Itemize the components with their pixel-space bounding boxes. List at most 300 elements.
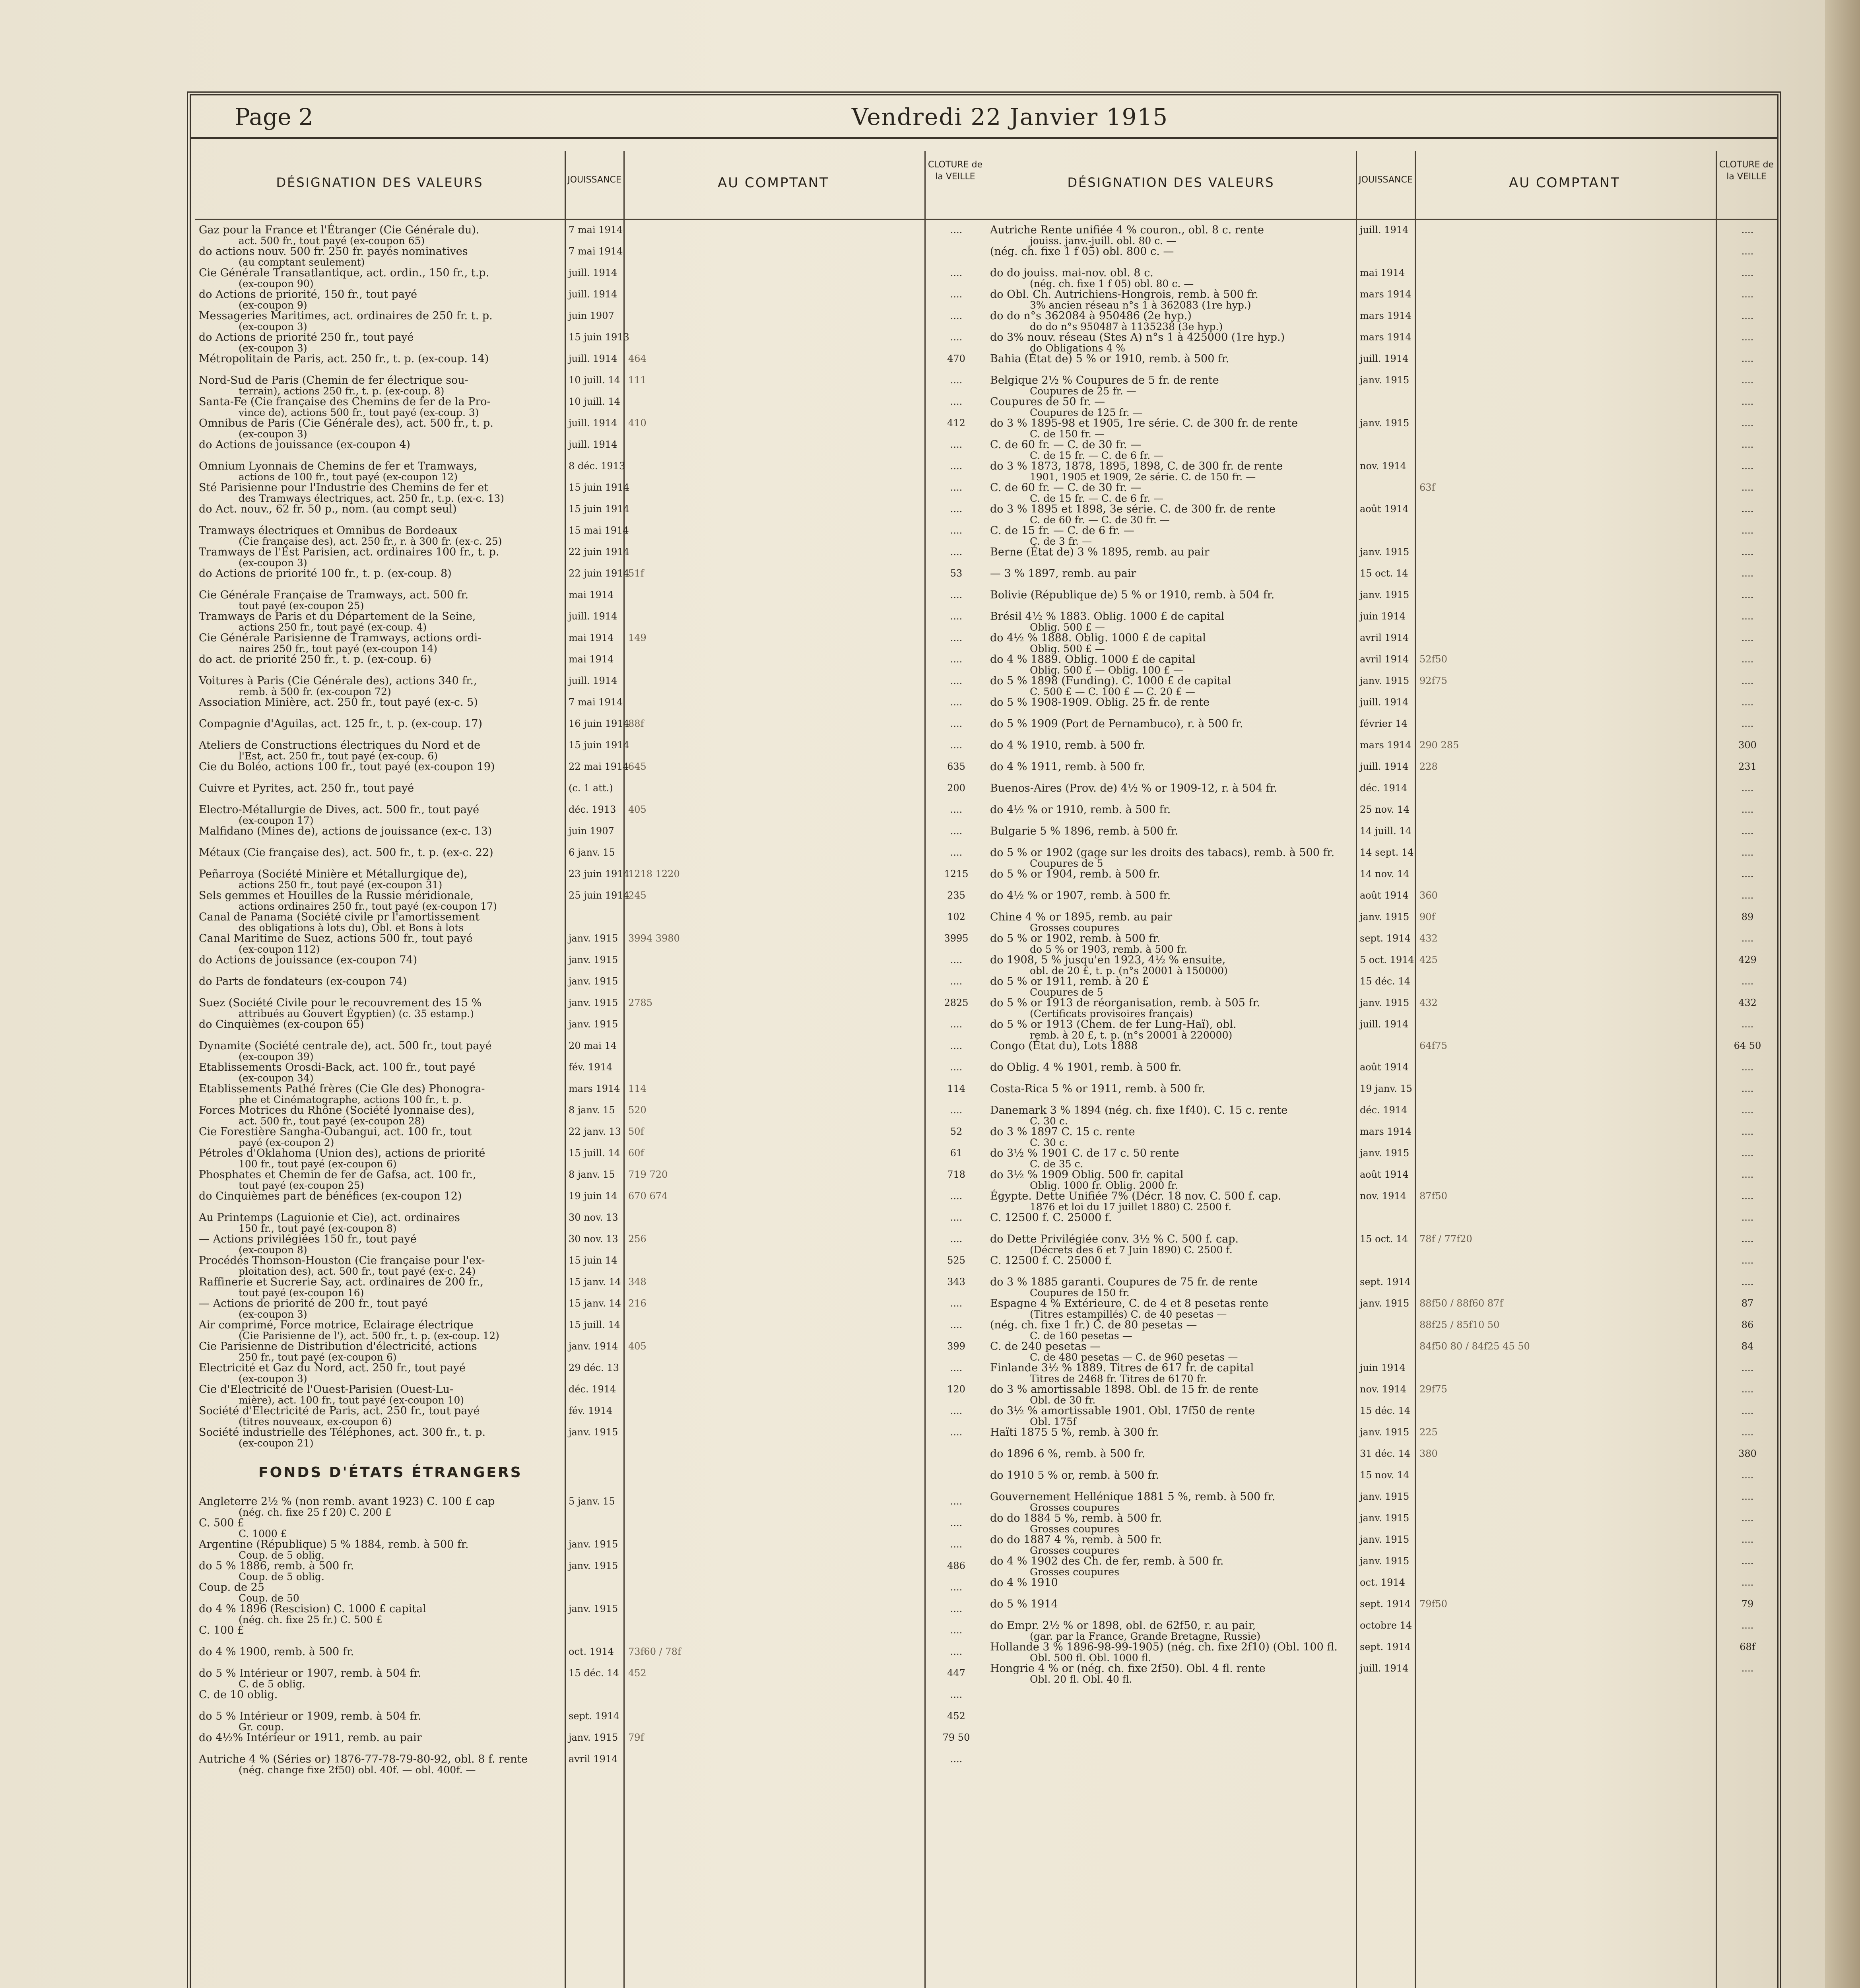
security-detail: 1876 et loi du 17 juillet 1880) C. 2500 f. xyxy=(1030,1201,1232,1213)
previous-close: .... xyxy=(950,546,963,557)
security-name: do 3 % 1895-98 et 1905, 1re série. C. de 300 fr. de rente xyxy=(990,417,1298,429)
previous-close: .... xyxy=(1741,976,1754,987)
security-name: do 5 % 1898 (Funding). C. 1000 £ de capital xyxy=(990,675,1231,687)
cash-price: 88f50 / 88f60 87f xyxy=(1419,1298,1503,1309)
table-row xyxy=(986,611,1777,633)
security-name: Electricité et Gaz du Nord, act. 250 fr., tout payé xyxy=(199,1362,466,1374)
jouissance-date: juill. 1914 xyxy=(569,289,617,300)
table-row xyxy=(195,976,986,998)
jouissance-date: janv. 1915 xyxy=(569,1427,618,1438)
header-designation: DÉSIGNATION DES VALEURS xyxy=(276,175,483,190)
table-row xyxy=(195,826,986,847)
security-name: do 3½ % 1901 C. de 17 c. 50 rente xyxy=(990,1147,1179,1159)
table-row xyxy=(986,1234,1777,1255)
security-name: Autriche Rente unifiée 4 % couron., obl. 8 c. rente xyxy=(990,224,1264,236)
previous-close: 64 50 xyxy=(1734,1040,1761,1051)
header-au-comptant: AU COMPTANT xyxy=(1509,175,1620,191)
jouissance-date: fév. 1914 xyxy=(569,1405,613,1416)
security-detail: obl. de 20 £, t. p. (n°s 20001 à 150000) xyxy=(1030,965,1228,977)
security-detail: (Cie française des), act. 250 fr., r. à 300 fr. (ex-c. 25) xyxy=(239,536,502,547)
previous-close: .... xyxy=(950,1319,963,1330)
previous-close: .... xyxy=(1741,1212,1754,1223)
table-row xyxy=(986,1169,1777,1191)
table-row xyxy=(195,1062,986,1083)
security-name: Cie Générale Française de Tramways, act. 500 fr. xyxy=(199,589,469,601)
security-detail: (ex-coupon 8) xyxy=(239,1244,307,1256)
security-detail: (nég. ch. fixe 25 fr.) C. 500 £ xyxy=(239,1614,382,1625)
table-row xyxy=(986,1191,1777,1212)
cash-price: 452 xyxy=(628,1668,647,1679)
previous-close: .... xyxy=(950,1190,963,1202)
table-row xyxy=(195,1298,986,1320)
security-detail: Coup. de 50 xyxy=(239,1592,299,1604)
jouissance-date: déc. 1913 xyxy=(569,804,616,815)
cash-price: 92f75 xyxy=(1419,675,1447,686)
table-row xyxy=(195,1754,986,1775)
jouissance-date: janv. 1915 xyxy=(1360,546,1410,557)
security-detail: do Obligations 4 % xyxy=(1030,342,1125,354)
security-detail: (ex-coupon 3) xyxy=(239,342,307,354)
security-name: Cie Parisienne de Distribution d'électricité, actions xyxy=(199,1340,477,1353)
table-row xyxy=(986,1470,1777,1491)
security-name: Berne (État de) 3 % 1895, remb. au pair xyxy=(990,546,1210,558)
security-detail: Oblig. 500 £ — xyxy=(1030,643,1105,654)
previous-close: .... xyxy=(950,1298,963,1309)
security-name: do 5 % or 1902, remb. à 500 fr. xyxy=(990,932,1160,945)
jouissance-date: janv. 1914 xyxy=(569,1341,618,1352)
security-name: C. de 10 oblig. xyxy=(199,1689,278,1701)
security-detail: Coupures de 125 fr. — xyxy=(1030,407,1143,418)
table-row xyxy=(195,740,986,761)
previous-close: .... xyxy=(1741,1255,1754,1266)
previous-close: .... xyxy=(1741,289,1754,300)
header-cloture: CLOTURE de la VEILLE xyxy=(1719,160,1774,182)
jouissance-date: 14 sept. 14 xyxy=(1360,847,1414,858)
table-row xyxy=(986,311,1777,332)
table-row xyxy=(986,847,1777,869)
previous-close: .... xyxy=(950,267,963,278)
security-detail: (nég. change fixe 2f50) obl. 40f. — obl. 400f. — xyxy=(239,1764,476,1776)
previous-close: 53 xyxy=(950,568,963,579)
previous-close: .... xyxy=(950,1646,963,1657)
security-name: do 3 % 1895 et 1898, 3e série. C. de 300 fr. de rente xyxy=(990,503,1276,515)
cash-price: 405 xyxy=(628,1341,647,1352)
table-row xyxy=(986,1642,1777,1663)
jouissance-date: 19 janv. 15 xyxy=(1360,1083,1412,1094)
jouissance-date: janv. 1915 xyxy=(569,954,618,965)
security-name: do Act. nouv., 62 fr. 50 p., nom. (au compt seul) xyxy=(199,503,457,515)
previous-close: 452 xyxy=(947,1710,965,1722)
security-name: do Empr. 2½ % or 1898, obl. de 62f50, r. au pair, xyxy=(990,1619,1256,1632)
security-name: Finlande 3½ % 1889. Titres de 617 fr. de capital xyxy=(990,1362,1254,1374)
security-name: Autriche 4 % (Séries or) 1876-77-78-79-80-92, obl. 8 f. rente xyxy=(199,1753,528,1765)
jouissance-date: 15 juin 14 xyxy=(569,1255,617,1266)
security-name: Pétroles d'Oklahoma (Union des), actions de priorité xyxy=(199,1147,485,1159)
jouissance-date: janv. 1915 xyxy=(569,1539,618,1550)
previous-close: 79 50 xyxy=(942,1732,970,1743)
security-name: Dynamite (Société centrale de), act. 500 fr., tout payé xyxy=(199,1040,492,1052)
table-row xyxy=(195,1625,986,1646)
jouissance-date: janv. 1915 xyxy=(1360,1512,1410,1524)
security-name: do 3 % 1873, 1878, 1895, 1898, C. de 300 fr. de rente xyxy=(990,460,1283,472)
jouissance-date: oct. 1914 xyxy=(1360,1577,1405,1588)
cash-price: 88f25 / 85f10 50 xyxy=(1419,1319,1500,1330)
jouissance-date: (c. 1 att.) xyxy=(569,782,613,794)
jouissance-date: juin 1914 xyxy=(1360,1362,1406,1373)
previous-close: .... xyxy=(1741,1405,1754,1416)
security-detail: (ex-coupon 3) xyxy=(239,1309,307,1320)
security-detail: l'Est, act. 250 fr., tout payé (ex-coup. 6) xyxy=(239,750,438,762)
table-row xyxy=(986,1277,1777,1298)
jouissance-date: janv. 1915 xyxy=(1360,1491,1410,1502)
security-name: do 5 % 1909 (Port de Pernambuco), r. à 500 fr. xyxy=(990,718,1243,730)
previous-close: 2825 xyxy=(944,997,969,1008)
security-detail: Titres de 2468 fr. Titres de 6170 fr. xyxy=(1030,1373,1207,1384)
security-name: do Actions de jouissance (ex-coupon 74) xyxy=(199,954,417,966)
jouissance-date: 15 juin 1913 xyxy=(569,332,629,343)
jouissance-date: 5 oct. 1914 xyxy=(1360,954,1414,965)
jouissance-date: août 1914 xyxy=(1360,890,1409,901)
cash-price: 111 xyxy=(628,375,647,386)
jouissance-date: juill. 1914 xyxy=(1360,1663,1409,1674)
security-detail: Grosses coupures xyxy=(1030,1502,1120,1513)
security-name: Égypte. Dette Unifiée 7% (Décr. 18 nov. C. 500 f. cap. xyxy=(990,1190,1281,1202)
table-row xyxy=(195,1191,986,1212)
table-row xyxy=(986,332,1777,353)
previous-close: .... xyxy=(1741,1062,1754,1073)
jouissance-date: 22 mai 1914 xyxy=(569,761,629,772)
jouissance-date: oct. 1914 xyxy=(569,1646,614,1657)
table-row xyxy=(195,1083,986,1105)
previous-close: .... xyxy=(1741,1019,1754,1030)
previous-close: .... xyxy=(1741,1427,1754,1438)
previous-close: .... xyxy=(1741,1147,1754,1159)
previous-close: .... xyxy=(950,310,963,321)
table-row xyxy=(986,439,1777,461)
previous-close: .... xyxy=(1741,1663,1754,1674)
security-detail: C. 500 £ — C. 100 £ — C. 20 £ — xyxy=(1030,686,1195,697)
previous-close: 231 xyxy=(1738,761,1757,772)
security-name: Peñarroya (Société Minière et Métallurgique de), xyxy=(199,868,468,880)
jouissance-date: mars 1914 xyxy=(1360,1126,1412,1137)
jouissance-date: juill. 1914 xyxy=(1360,353,1409,364)
table-row xyxy=(986,1363,1777,1384)
table-row xyxy=(986,783,1777,804)
previous-close: .... xyxy=(950,1362,963,1373)
table-row xyxy=(195,1518,986,1539)
table-row xyxy=(195,311,986,332)
security-name: C. de 60 fr. — C. de 30 fr. — xyxy=(990,481,1142,494)
table-row xyxy=(195,633,986,654)
table-row xyxy=(195,353,986,375)
jouissance-date: avril 1914 xyxy=(569,1753,618,1765)
previous-close: .... xyxy=(1741,332,1754,343)
security-detail: C. de 15 fr. — C. de 6 fr. — xyxy=(1030,450,1164,461)
security-name: do do n°s 362084 à 950486 (2e hyp.) xyxy=(990,310,1192,322)
jouissance-date: 7 mai 1914 xyxy=(569,246,623,257)
previous-close: .... xyxy=(1741,375,1754,386)
previous-close: .... xyxy=(1741,1126,1754,1137)
cash-price: 1218 1220 xyxy=(628,868,680,879)
security-name: C. 100 £ xyxy=(199,1624,245,1637)
table-row xyxy=(986,1062,1777,1083)
security-detail: payé (ex-coupon 2) xyxy=(239,1137,334,1148)
previous-close: .... xyxy=(1741,224,1754,235)
security-detail: Obl. 20 fl. Obl. 40 fl. xyxy=(1030,1673,1132,1685)
jouissance-date: 10 juill. 14 xyxy=(569,396,620,407)
table-row xyxy=(195,611,986,633)
security-name: do Actions de priorité 100 fr., t. p. (ex-coup. 8) xyxy=(199,567,452,580)
jouissance-date: 10 juill. 14 xyxy=(569,375,620,386)
previous-close: .... xyxy=(1741,439,1754,450)
security-name: do 3 % 1885 garanti. Coupures de 75 fr. de rente xyxy=(990,1276,1258,1288)
security-detail: (ex-coupon 112) xyxy=(239,944,320,955)
previous-close: .... xyxy=(1741,460,1754,472)
jouissance-date: nov. 1914 xyxy=(1360,1190,1406,1202)
jouissance-date: juill. 1914 xyxy=(1360,224,1409,235)
previous-close: 89 xyxy=(1741,911,1754,922)
table-row xyxy=(986,1148,1777,1169)
table-row xyxy=(195,933,986,955)
previous-close: .... xyxy=(950,976,963,987)
previous-close: .... xyxy=(950,589,963,600)
security-name: Gouvernement Hellénique 1881 5 %, remb. à 500 fr. xyxy=(990,1491,1276,1503)
jouissance-date: 30 nov. 13 xyxy=(569,1212,618,1223)
security-detail: 1901, 1905 et 1909, 2e série. C. de 150 fr. — xyxy=(1030,471,1256,483)
security-detail: (Décrets des 6 et 7 Juin 1890) C. 2500 f. xyxy=(1030,1244,1233,1256)
security-name: Phosphates et Chemin de fer de Gafsa, act. 100 fr., xyxy=(199,1169,476,1181)
cash-price: 245 xyxy=(628,890,647,901)
jouissance-date: 6 janv. 15 xyxy=(569,847,615,858)
previous-close: .... xyxy=(1741,654,1754,665)
section-title: FONDS D'ÉTATS ÉTRANGERS xyxy=(258,1464,522,1481)
security-name: do 4 % 1889. Oblig. 1000 £ de capital xyxy=(990,653,1196,666)
security-name: Suez (Société Civile pour le recouvrement des 15 % xyxy=(199,997,482,1009)
security-detail: naires 250 fr., tout payé (ex-coupon 14) xyxy=(239,643,437,654)
previous-close: .... xyxy=(950,1427,963,1438)
security-detail: 150 fr., tout payé (ex-coupon 8) xyxy=(239,1223,397,1234)
security-detail: (ex-coupon 9) xyxy=(239,299,307,311)
jouissance-date: janv. 1915 xyxy=(569,1732,618,1743)
previous-close: 718 xyxy=(947,1169,965,1180)
security-detail: do do n°s 950487 à 1135238 (3e hyp.) xyxy=(1030,321,1223,332)
security-name: do do 1887 4 %, remb. à 500 fr. xyxy=(990,1534,1162,1546)
previous-close: 84 xyxy=(1741,1341,1754,1352)
table-row xyxy=(195,890,986,912)
cash-price: 3994 3980 xyxy=(628,933,680,944)
table-row xyxy=(195,461,986,482)
jouissance-date: 22 juin 1914 xyxy=(569,546,629,557)
table-row xyxy=(195,225,986,246)
right-table xyxy=(986,151,1777,1988)
table-row xyxy=(195,847,986,869)
table-row xyxy=(986,1126,1777,1148)
previous-close: .... xyxy=(1741,546,1754,557)
page-number: Page 2 xyxy=(235,103,313,130)
table-row xyxy=(986,418,1777,439)
security-name: Electro-Métallurgie de Dives, act. 500 fr., tout payé xyxy=(199,804,480,816)
cash-price: 50f xyxy=(628,1126,644,1137)
jouissance-date: 25 nov. 14 xyxy=(1360,804,1410,815)
table-row xyxy=(986,890,1777,912)
security-name: Messageries Maritimes, act. ordinaires de 250 fr. t. p. xyxy=(199,310,493,322)
table-row xyxy=(195,718,986,740)
jouissance-date: 7 mai 1914 xyxy=(569,697,623,708)
table-row xyxy=(986,804,1777,826)
security-name: do 5 % Intérieur or 1907, remb. à 504 fr. xyxy=(199,1667,421,1679)
security-name: Tramways de Paris et du Département de la Seine, xyxy=(199,610,476,623)
table-row xyxy=(195,1041,986,1062)
security-detail: des Tramways électriques, act. 250 fr., t.p. (ex-c. 13) xyxy=(239,493,505,504)
security-detail: C. de 15 fr. — C. de 6 fr. — xyxy=(1030,493,1164,504)
header-jouissance: JOUISSANCE xyxy=(567,175,621,185)
security-detail: des obligations à lots du), Obl. et Bons à lots xyxy=(239,922,464,934)
table-row xyxy=(986,633,1777,654)
jouissance-date: juin 1907 xyxy=(569,310,614,321)
table-row xyxy=(986,1448,1777,1470)
jouissance-date: janv. 1915 xyxy=(569,1560,618,1571)
cash-price: 432 xyxy=(1419,997,1438,1008)
table-row xyxy=(195,1148,986,1169)
table-row xyxy=(986,1406,1777,1427)
previous-close: .... xyxy=(950,675,963,686)
table-row xyxy=(195,1384,986,1406)
previous-close: .... xyxy=(950,740,963,751)
previous-close: 1215 xyxy=(944,868,969,879)
table-row xyxy=(195,568,986,590)
table-row xyxy=(195,783,986,804)
jouissance-date: 29 déc. 13 xyxy=(569,1362,619,1373)
security-name: C. 12500 f. C. 25000 f. xyxy=(990,1254,1112,1267)
security-detail: tout payé (ex-coupon 25) xyxy=(239,600,364,612)
table-row xyxy=(986,998,1777,1019)
security-name: Cie du Boléo, actions 100 fr., tout payé (ex-coupon 19) xyxy=(199,761,495,773)
table-row xyxy=(195,1255,986,1277)
cash-price: 52f50 xyxy=(1419,654,1447,665)
security-detail: remb. à 20 £, t. p. (n°s 20001 à 220000) xyxy=(1030,1029,1233,1041)
jouissance-date: mars 1914 xyxy=(1360,289,1412,300)
security-name: do Cinquièmes (ex-coupon 65) xyxy=(199,1018,364,1031)
previous-close: .... xyxy=(950,654,963,665)
security-name: Cuivre et Pyrites, act. 250 fr., tout payé xyxy=(199,782,414,794)
security-detail: remb. à 500 fr. (ex-coupon 72) xyxy=(239,686,391,697)
security-name: Haïti 1875 5 %, remb. à 300 fr. xyxy=(990,1426,1159,1439)
security-name: Cie d'Electricité de l'Ouest-Parisien (Ouest-Lu- xyxy=(199,1383,454,1396)
previous-close: .... xyxy=(1741,310,1754,321)
jouissance-date: mars 1914 xyxy=(569,1083,620,1094)
jouissance-date: 14 nov. 14 xyxy=(1360,868,1410,879)
table-row xyxy=(986,1534,1777,1556)
jouissance-date: juill. 1914 xyxy=(569,675,617,686)
security-name: do 3½ % 1909 Oblig. 500 fr. capital xyxy=(990,1169,1184,1181)
security-name: Espagne 4 % Extérieure, C. de 4 et 8 pesetas rente xyxy=(990,1297,1269,1310)
security-name: Société d'Electricité de Paris, act. 250 fr., tout payé xyxy=(199,1405,480,1417)
jouissance-date: mars 1914 xyxy=(1360,740,1412,751)
table-row xyxy=(195,525,986,547)
previous-close: .... xyxy=(950,460,963,472)
security-name: (nég. ch. fixe 1 fr.) C. de 80 pesetas — xyxy=(990,1319,1197,1331)
table-row xyxy=(195,1019,986,1041)
jouissance-date: 22 juin 1914 xyxy=(569,568,629,579)
security-name: do Parts de fondateurs (ex-coupon 74) xyxy=(199,975,407,988)
jouissance-date: sept. 1914 xyxy=(1360,933,1411,944)
table-row xyxy=(986,826,1777,847)
security-detail: (ex-coupon 21) xyxy=(239,1437,314,1449)
jouissance-date: janv. 1915 xyxy=(1360,675,1410,686)
header-cloture: CLOTURE de la VEILLE xyxy=(928,160,983,182)
previous-close: .... xyxy=(950,825,963,837)
header-underline xyxy=(986,219,1777,220)
table-row xyxy=(195,590,986,611)
head-rule xyxy=(191,137,1777,139)
previous-close: .... xyxy=(1741,1384,1754,1395)
table-row xyxy=(195,1561,986,1582)
table-row xyxy=(986,676,1777,697)
jouissance-date: 15 janv. 14 xyxy=(569,1276,621,1287)
jouissance-date: 15 mai 1914 xyxy=(569,525,629,536)
previous-close: .... xyxy=(950,1105,963,1116)
previous-close: .... xyxy=(950,804,963,815)
security-detail: (Certificats provisoires français) xyxy=(1030,1008,1193,1019)
previous-close: .... xyxy=(950,954,963,965)
jouissance-date: mars 1914 xyxy=(1360,332,1412,343)
jouissance-date: mars 1914 xyxy=(1360,310,1412,321)
table-row xyxy=(986,955,1777,976)
security-detail: (au comptant seulement) xyxy=(239,256,365,268)
table-row xyxy=(195,1320,986,1341)
security-name: Etablissements Orosdi-Back, act. 100 fr., tout payé xyxy=(199,1061,476,1074)
security-name: Association Minière, act. 250 fr., tout payé (ex-c. 5) xyxy=(199,696,478,709)
table-row xyxy=(195,332,986,353)
table-row xyxy=(195,1668,986,1689)
cash-price: 51f xyxy=(628,568,644,579)
table-row xyxy=(986,1491,1777,1513)
jouissance-date: juill. 1914 xyxy=(569,353,617,364)
security-name: Malfidano (Mines de), actions de jouissance (ex-c. 13) xyxy=(199,825,492,837)
jouissance-date: février 14 xyxy=(1360,718,1408,729)
cash-price: 670 674 xyxy=(628,1190,668,1202)
security-detail: Grosses coupures xyxy=(1030,1566,1120,1578)
table-row xyxy=(195,547,986,568)
previous-close: .... xyxy=(1741,611,1754,622)
security-name: Canal de Panama (Société civile pr l'amortissement xyxy=(199,911,480,923)
table-row xyxy=(195,697,986,718)
table-row xyxy=(986,482,1777,504)
security-detail: (ex-coupon 17) xyxy=(239,815,314,826)
security-name: Métropolitain de Paris, act. 250 fr., t. p. (ex-coup. 14) xyxy=(199,353,489,365)
table-row xyxy=(986,1041,1777,1062)
left-rows xyxy=(195,225,986,1775)
table-row xyxy=(195,1363,986,1384)
security-detail: Oblig. 500 £ — Oblig. 100 £ — xyxy=(1030,664,1183,676)
security-name: do 4½% Intérieur or 1911, remb. au pair xyxy=(199,1732,422,1744)
table-row xyxy=(195,482,986,504)
security-detail: (ex-coupon 90) xyxy=(239,278,314,289)
previous-close: 114 xyxy=(947,1083,965,1094)
security-name: do Actions de priorité 250 fr., tout payé xyxy=(199,331,414,344)
security-name: Sté Parisienne pour l'Industrie des Chemins de fer et xyxy=(199,481,489,494)
jouissance-date: 5 janv. 15 xyxy=(569,1496,615,1507)
security-detail: C. 30 c. xyxy=(1030,1115,1068,1127)
previous-close: .... xyxy=(1741,782,1754,794)
jouissance-date: 15 déc. 14 xyxy=(569,1668,619,1679)
security-detail: (ex-coupon 34) xyxy=(239,1072,314,1084)
table-row xyxy=(195,1427,986,1448)
previous-close: .... xyxy=(1741,503,1754,514)
table-row xyxy=(986,590,1777,611)
security-name: — 3 % 1897, remb. au pair xyxy=(990,567,1136,580)
security-name: Cie Générale Transatlantique, act. ordin., 150 fr., t.p. xyxy=(199,267,489,279)
